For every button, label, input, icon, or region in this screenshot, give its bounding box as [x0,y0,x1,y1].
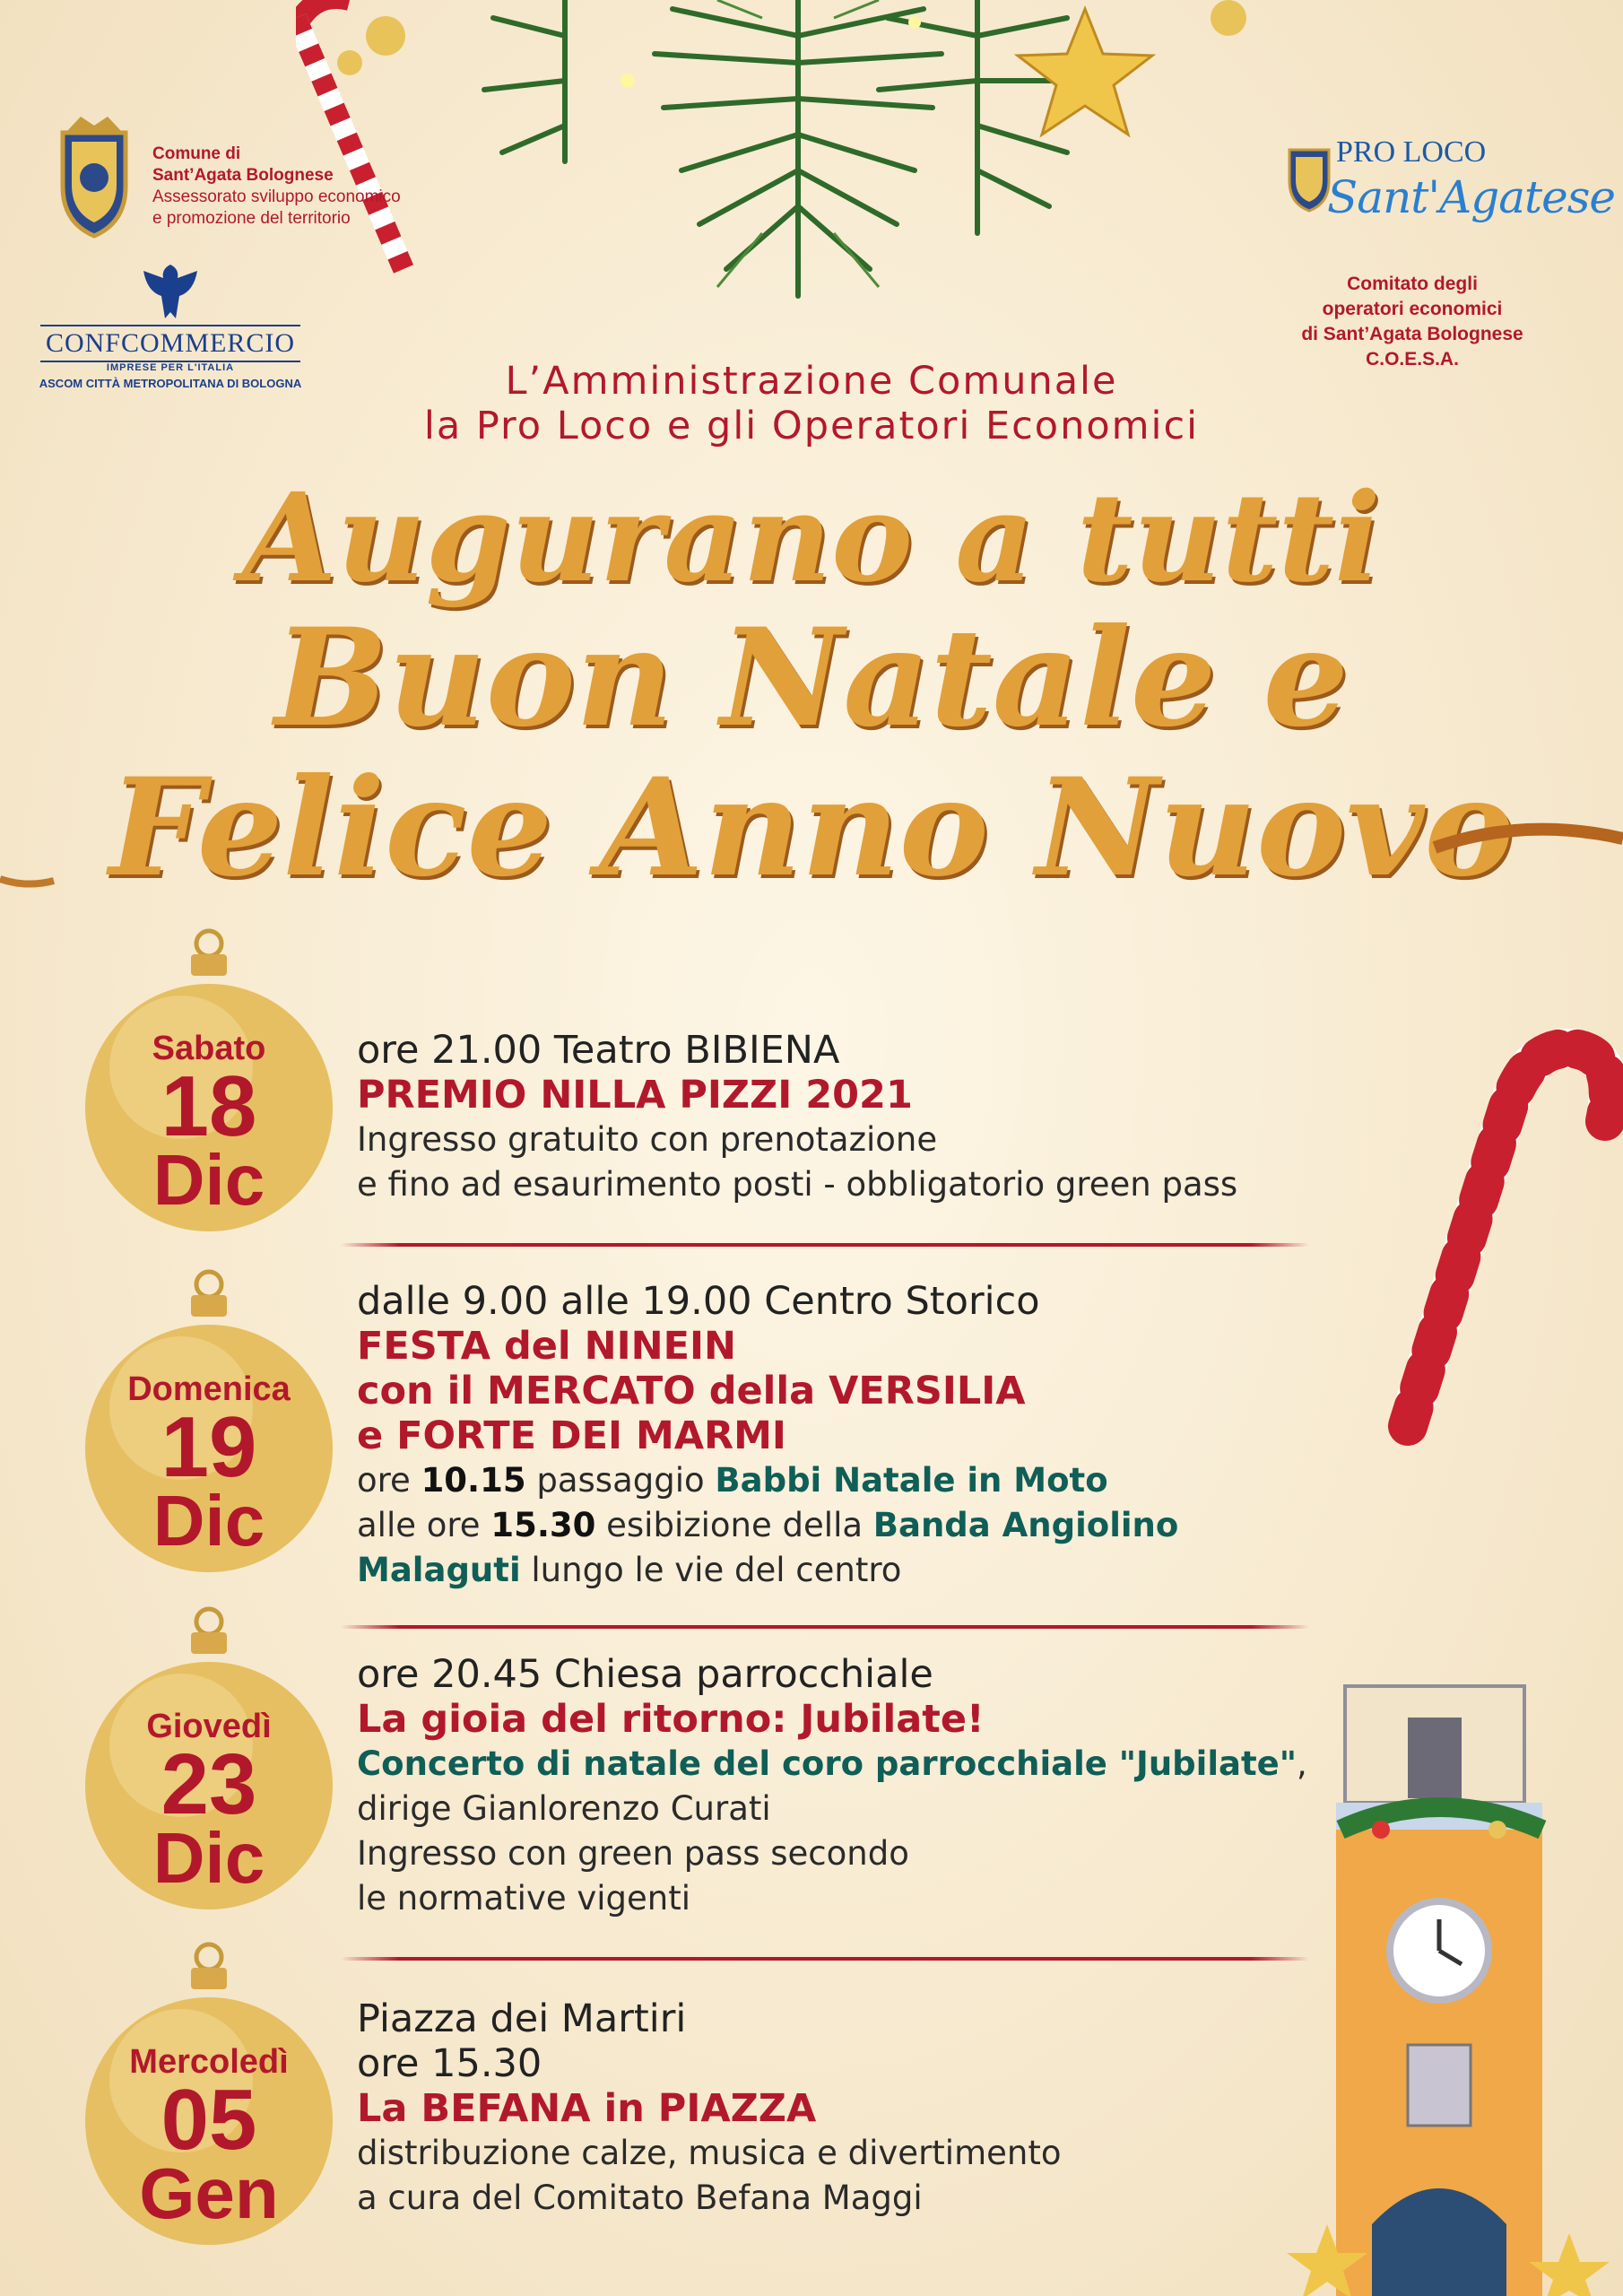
event-title-2: con il MERCATO della VERSILIA [357,1369,1026,1413]
event-highlight: Babbi Natale in Moto [715,1461,1108,1500]
event-day: Giovedì [146,1708,272,1745]
text-fragment: alle ore [357,1506,491,1544]
confcommercio-tagline: IMPRESE PER L'ITALIA [106,362,235,373]
confcommercio-logo [31,260,309,395]
coesa-label [1251,272,1574,372]
comune-dept-1: Assessorato sviluppo economico [152,187,401,206]
coesa-line-3: di Sant’Agata Bolognese [1301,324,1523,344]
event-month: Gen [139,2153,279,2233]
text-fragment: , [1297,1744,1307,1783]
event-date: 05 [161,2072,257,2168]
comune-name-2: Sant’Agata Bolognese [152,166,334,185]
event-details [357,1279,1370,1593]
eagle-icon [135,260,206,323]
event-highlight: Banda Angiolino [872,1506,1179,1544]
proloco-title: PRO LOCO [1336,135,1487,169]
event-info-3 [357,1548,1370,1593]
coesa-line-1: Comitato degli [1347,274,1478,294]
event-title: PREMIO NILLA PIZZI 2021 [357,1073,913,1118]
event-info-2: dirige Gianlorenzo Curati [357,1789,771,1828]
star-icon [1018,9,1152,135]
confcommercio-name: CONFCOMMERCIO [40,325,300,362]
event-info-1 [357,1458,1370,1503]
ribbon-decoration [0,798,1623,906]
text-fragment: passaggio [525,1461,716,1500]
event-time: 15.30 [490,1506,596,1544]
event-info-2: e fino ad esaurimento posti - obbligatorio green pass [357,1165,1238,1204]
event-day: Sabato [152,1030,266,1067]
event-info-1: distribuzione calze, musica e divertimento [357,2134,1062,2172]
event-highlight: Concerto di natale del coro parrocchiale "Jubilate" [357,1744,1298,1783]
comune-label [152,144,401,230]
comune-dept-2: e promozione del territorio [152,209,351,228]
event-date: 18 [161,1058,257,1154]
intro-text [269,359,1354,448]
comune-name-1: Comune di [152,144,241,163]
event-day: Mercoledì [129,2043,289,2081]
event-place: Piazza dei Martiri [357,1996,687,2041]
event-when: dalle 9.00 alle 19.00 Centro Storico [357,1279,1040,1324]
candy-cane-icon [1372,1004,1623,1453]
event-month: Dic [152,1818,265,1898]
confcommercio-area: ASCOM CITTÀ METROPOLITANA DI BOLOGNA [39,377,302,390]
greeting-line-2: Buon Natale e [273,599,1350,757]
event-details [357,1652,1370,1921]
event-info-2: a cura del Comitato Befana Maggi [357,2179,923,2217]
clock-tower-illustration [1273,1650,1623,2296]
divider [341,1625,1309,1629]
event-when: ore 20.45 Chiesa parrocchiale [357,1652,933,1697]
greeting-line-3: Felice Anno Nuovo [108,749,1515,907]
text-fragment: esibizione della [595,1506,873,1544]
event-details [357,1996,1370,2221]
event-info-3: Ingresso con green pass secondo [357,1834,909,1873]
text-fragment: lungo le vie del centro [520,1551,902,1589]
event-day: Domenica [127,1370,291,1408]
proloco-logo [1282,130,1615,256]
event-info-4: le normative vigenti [357,1879,691,1918]
crest-icon [45,115,143,240]
event-title-3: e FORTE DEI MARMI [357,1413,786,1458]
coesa-line-4: C.O.E.S.A. [1366,349,1459,370]
intro-line-2: la Pro Loco e gli Operatori Economici [423,404,1200,448]
coesa-line-2: operatori economici [1322,299,1503,319]
event-when: ore 15.30 [357,2041,542,2086]
event-when: ore 21.00 Teatro BIBIENA [357,1028,840,1073]
event-details [357,1028,1370,1207]
event-month: Dic [152,1140,265,1220]
intro-line-1: L’Amministrazione Comunale [505,359,1118,404]
proloco-script: Sant'Agatese [1327,171,1615,223]
divider [341,1243,1309,1247]
event-time: 10.15 [421,1461,526,1500]
event-title: La BEFANA in PIAZZA [357,2086,817,2131]
event-title: La gioia del ritorno: Jubilate! [357,1697,985,1742]
event-title-1: FESTA del NINEIN [357,1324,736,1369]
event-info-2 [357,1503,1370,1548]
event-month: Dic [152,1481,265,1561]
pine-branch-decoration [296,0,1300,341]
greeting-line-1: Augurano a tutti [242,466,1381,610]
event-date: 19 [161,1399,257,1495]
event-info-1: Ingresso gratuito con prenotazione [357,1120,938,1159]
event-highlight: Malaguti [357,1551,521,1589]
event-date: 23 [161,1736,257,1832]
divider [341,1957,1309,1961]
event-info-1 [357,1742,1370,1787]
text-fragment: ore [357,1461,421,1500]
